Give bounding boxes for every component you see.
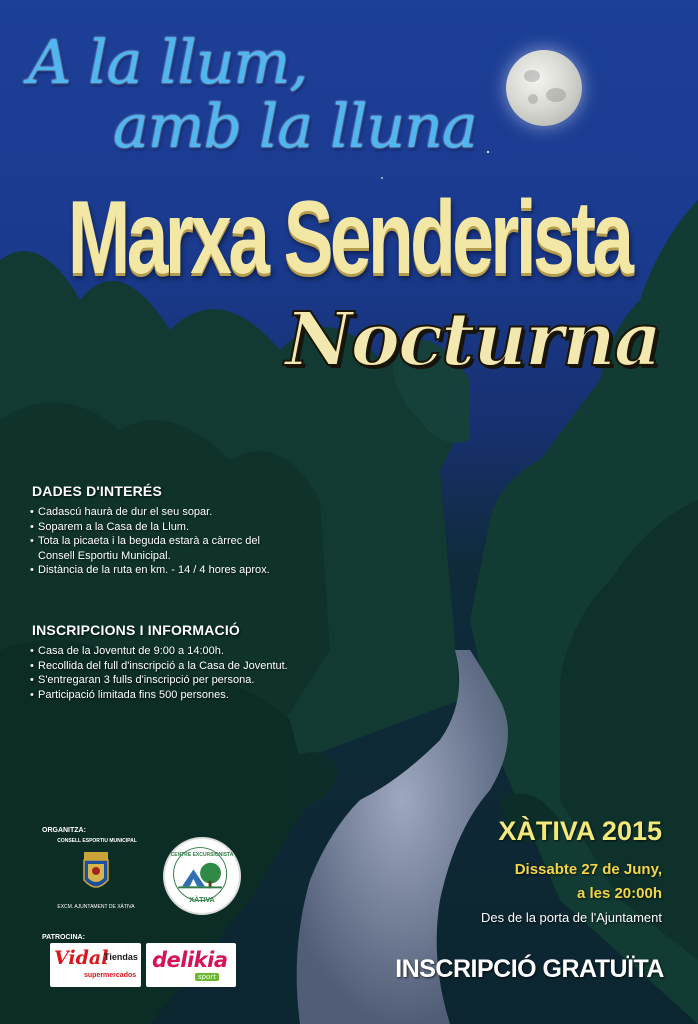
list-item: • Tota la picaeta i la beguda estarà a càrrec del Consell Esportiu Municipal. [28, 534, 288, 563]
dades-heading: DADES D'INTERÉS [32, 483, 163, 499]
dades-list [28, 505, 288, 578]
inscripcions-section [28, 622, 308, 702]
event-city-year: XÀTIVA 2015 [498, 816, 662, 846]
list-item: • Casa de la Joventut de 9:00 a 14:00h. [28, 644, 308, 659]
list-item: • S'entregaran 3 fulls d'inscripció per persona. [28, 673, 308, 688]
headline-line2: amb la lluna [113, 92, 477, 162]
sponsor-delikia-logo [146, 943, 236, 987]
headline-line1: A la llum, [28, 28, 308, 98]
municipal-crest-icon [48, 838, 144, 910]
organitza-label: ORGANITZA: [42, 827, 86, 834]
list-item: • Soparem a la Casa de la Llum. [28, 520, 288, 535]
event-time: a les 20:00h [576, 885, 662, 902]
free-registration: INSCRIPCIÓ GRATUÏTA [395, 955, 664, 983]
sponsor-vidal-logo [50, 943, 141, 987]
crest-arc-text: CONSELL ESPORTIU MUNICIPAL [57, 838, 137, 844]
sponsor1-tag: Tiendas [104, 952, 138, 962]
dades-section [28, 483, 288, 578]
inscripcions-heading: INSCRIPCIONS I INFORMACIÓ [32, 622, 241, 638]
list-item: • Recollida del full d'inscripció a la Casa de Joventut. [28, 659, 308, 674]
patrocina-label: PATROCINA: [42, 934, 85, 941]
sponsor1-name: Vidal [54, 947, 109, 969]
list-item: • Distància de la ruta en km. - 14 / 4 hores aprox. [28, 563, 288, 578]
list-item: • Participació limitada fins 500 persones. [28, 688, 308, 703]
moon [506, 50, 582, 126]
sponsor2-tag: sport [195, 973, 219, 981]
club-name: CENTRE EXCURSIONISTA [170, 852, 234, 858]
subtitle-nocturna: Nocturna [285, 297, 660, 383]
list-item: • Cadascú haurà de dur el seu sopar. [28, 505, 288, 520]
club-city: XÀTIVA [189, 897, 215, 904]
event-date: Dissabte 27 de Juny, [514, 861, 662, 878]
sponsor1-sub: supermercados [84, 972, 137, 979]
event-place: Des de la porta de l'Ajuntament [481, 910, 662, 925]
main-title: Marxa Senderista [67, 180, 631, 296]
crest-caption: EXCM. AJUNTAMENT DE XÀTIVA [57, 904, 135, 910]
inscripcions-list [28, 644, 308, 702]
sponsor2-name: delikia [152, 948, 228, 972]
